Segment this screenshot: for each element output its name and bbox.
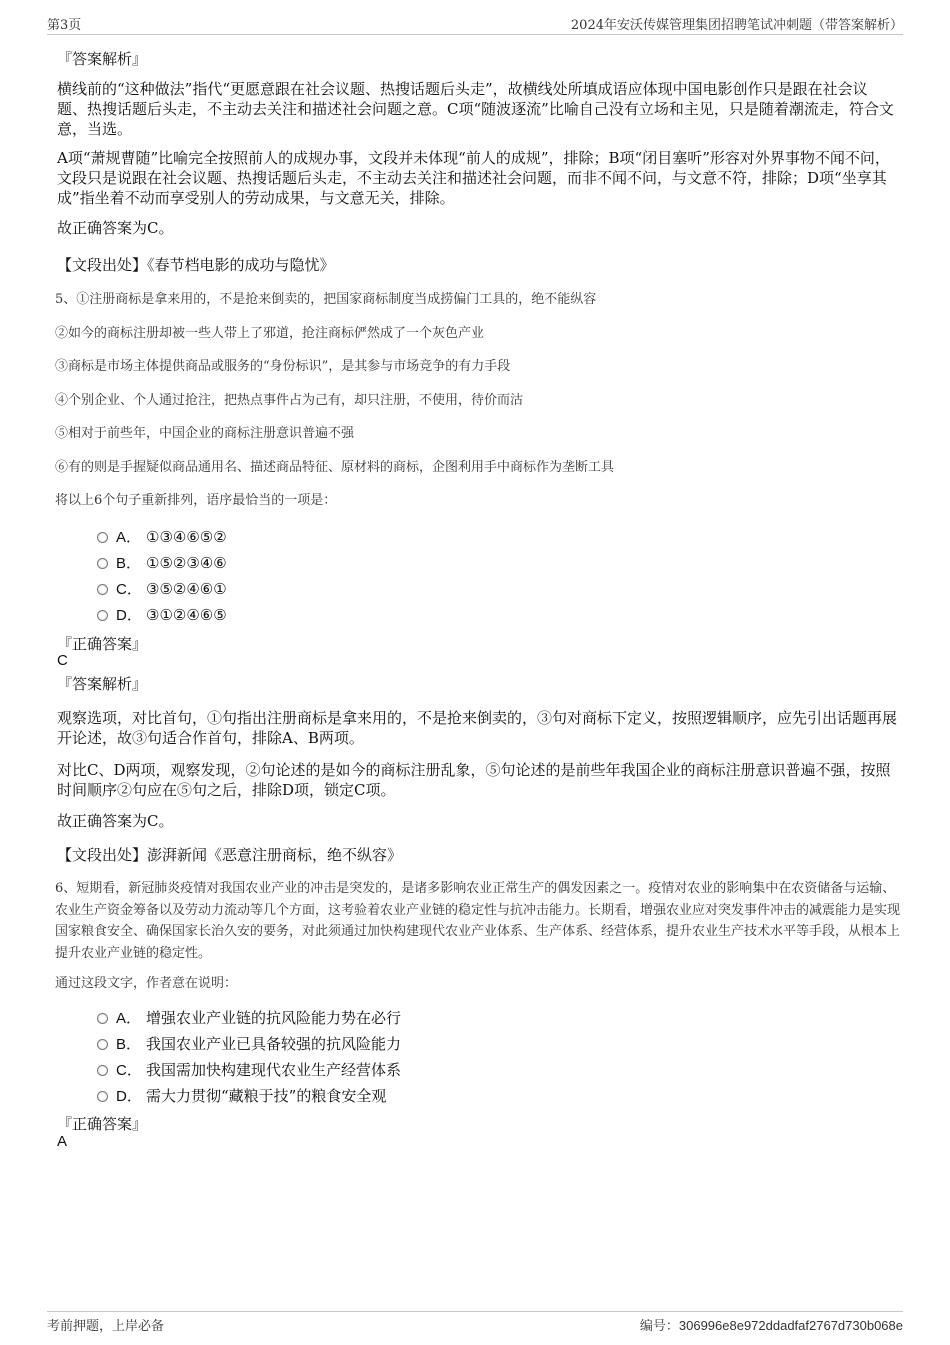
- analysis-paragraph: 对比C、D两项，观察发现，②句论述的是如今的商标注册乱象，⑤句论述的是前些年我国企业的商标注册意识普遍不强，按照时间顺序②句应在⑤句之后，排除D项，锁定C项。: [57, 761, 891, 799]
- radio-icon[interactable]: [97, 1039, 108, 1050]
- question-prompt: 将以上6个句子重新排列，语序最恰当的一项是：: [55, 493, 337, 508]
- radio-icon[interactable]: [97, 1091, 108, 1102]
- option-d[interactable]: D． ③①②④⑥⑤: [97, 604, 227, 626]
- conclusion: 故正确答案为C。: [57, 219, 174, 237]
- option-b[interactable]: B． 我国农业产业已具备较强的抗风险能力: [97, 1033, 401, 1055]
- radio-icon[interactable]: [97, 610, 108, 621]
- question-sentence: 5、①注册商标是拿来用的，不是抢来倒卖的，把国家商标制度当成捞偏门工具的，绝不能纵容: [55, 292, 597, 307]
- option-a[interactable]: A． 增强农业产业链的抗风险能力势在必行: [97, 1007, 401, 1029]
- source-note: 【文段出处】澎湃新闻《恶意注册商标，绝不纵容》: [57, 846, 403, 864]
- question-sentence: ②如今的商标注册却被一些人带上了邪道，抢注商标俨然成了一个灰色产业: [55, 326, 485, 341]
- option-c[interactable]: C． ③⑤②④⑥①: [97, 578, 227, 600]
- analysis-label: 『答案解析』: [57, 50, 148, 68]
- question-sentence: ④个别企业、个人通过抢注，把热点事件占为己有，却只注册，不使用，待价而沽: [55, 393, 524, 408]
- document-code: 编号：306996e8e972ddadfaf2767d730b068e: [639, 1318, 903, 1334]
- document-title: 2024年安沃传媒管理集团招聘笔试冲刺题（带答案解析）: [570, 18, 903, 33]
- radio-icon[interactable]: [97, 558, 108, 569]
- source-note: 【文段出处】《春节档电影的成功与隐忧》: [57, 256, 335, 274]
- radio-icon[interactable]: [97, 584, 108, 595]
- answer-label: 『正确答案』: [57, 1115, 148, 1133]
- question-stem: 6、短期看，新冠肺炎疫情对我国农业产业的冲击是突发的，是诸多影响农业正常生产的偶发因素之一。疫情对农业的影响集中在农资储备与运输、农业生产资金筹备以及劳动力流动等几个方面，这考验着农业产业链的稳定性与抗冲击能力。长期看，增强农业应对突发事件冲击的减震能力是实现国家粮食安全、确保国家长治久安的要务，对此须通过加快构建现代农业产业体系、生产体系、经营体系，提升农业生产技术水平等手段，从根本上提升农业产业链的稳定性。: [55, 881, 901, 961]
- radio-icon[interactable]: [97, 532, 108, 543]
- analysis-paragraph: A项“萧规曹随”比喻完全按照前人的成规办事，文段并未体现“前人的成规”，排除；B项“闭目塞听”形容对外界事物不闻不问，文段只是说跟在社会议题、热搜话题后头走，不主动去关注和描述社会问题，而非不闻不问，与文意不符，排除；D项“坐享其成”指坐着不动而享受别人的劳动成果，与文意无关，排除。: [57, 149, 890, 207]
- conclusion: 故正确答案为C。: [57, 812, 174, 830]
- option-c[interactable]: C． 我国需加快构建现代农业生产经营体系: [97, 1059, 401, 1081]
- footer-slogan: 考前押题，上岸必备: [47, 1319, 165, 1334]
- page-number: 第3页: [47, 18, 82, 33]
- question-sentence: ⑥有的则是手握疑似商品通用名、描述商品特征、原材料的商标，企图利用手中商标作为垄断工具: [55, 460, 615, 475]
- page-footer: [47, 1311, 903, 1337]
- page-header: [47, 14, 903, 35]
- analysis-paragraph: 横线前的“这种做法”指代“更愿意跟在社会议题、热搜话题后头走”，故横线处所填成语应体现中国电影创作只是跟在社会议题、热搜话题后头走，不主动去关注和描述社会问题之意。C项“随波逐流”比喻自己没有立场和主见，只是随着潮流走，符合文意，当选。: [57, 80, 894, 138]
- option-d[interactable]: D． 需大力贯彻“藏粮于技”的粮食安全观: [97, 1085, 386, 1107]
- question-sentence: ⑤相对于前些年，中国企业的商标注册意识普遍不强: [55, 426, 355, 441]
- option-a[interactable]: A． ①③④⑥⑤②: [97, 526, 227, 548]
- correct-answer: A: [57, 1133, 68, 1150]
- question-sentence: ③商标是市场主体提供商品或服务的“身份标识”，是其参与市场竞争的有力手段: [55, 359, 511, 374]
- option-b[interactable]: B． ①⑤②③④⑥: [97, 552, 227, 574]
- radio-icon[interactable]: [97, 1013, 108, 1024]
- analysis-paragraph: 观察选项，对比首句，①句指出注册商标是拿来用的，不是抢来倒卖的，③句对商标下定义，按照逻辑顺序，应先引出话题再展开论述，故③句适合作首句，排除A、B两项。: [57, 709, 898, 747]
- correct-answer: C: [57, 652, 68, 669]
- answer-label: 『正确答案』: [57, 635, 148, 653]
- analysis-label: 『答案解析』: [57, 675, 148, 693]
- radio-icon[interactable]: [97, 1065, 108, 1076]
- question-prompt: 通过这段文字，作者意在说明：: [55, 976, 238, 991]
